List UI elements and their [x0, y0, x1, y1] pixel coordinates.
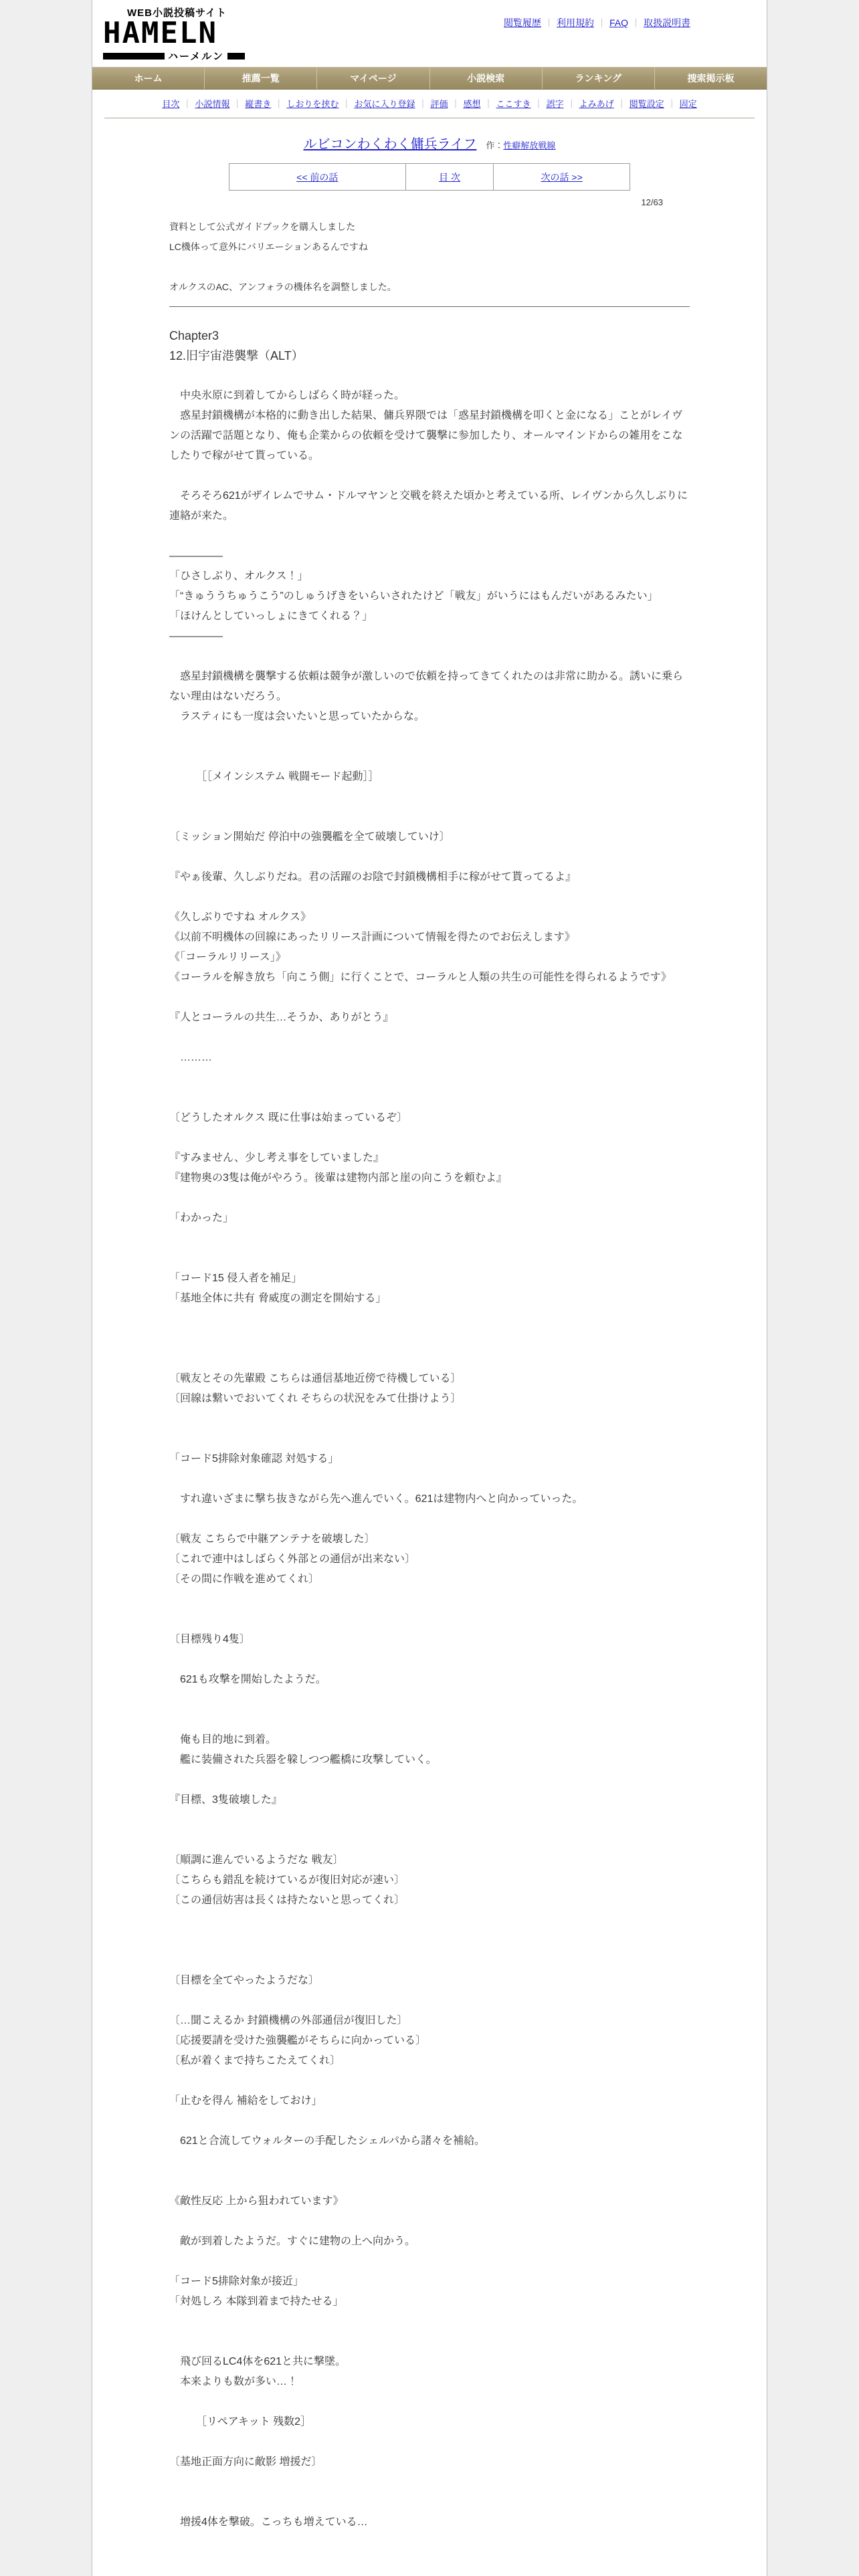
logo-brand-text: HAMELN [103, 16, 217, 50]
site-header [92, 0, 767, 118]
novel-text-line: 俺も目的地に到着。 [169, 1734, 277, 1745]
novel-body [92, 217, 767, 2533]
toc-link[interactable]: 目 次 [438, 171, 460, 183]
logo-kana-row [103, 49, 245, 63]
novel-text-line: ［［メインシステム 戦闘モード起動］］ [169, 771, 379, 782]
novel-text-line: 〔ミッション開始だ 停泊中の強襲艦を全て破壊していけ〕 [169, 831, 450, 843]
toolbar-link-3[interactable]: しおりを挟む [286, 99, 339, 109]
novel-text-line: 「コード5排除対象が接近」 [169, 2276, 304, 2287]
novel-text-line [169, 1610, 690, 1630]
novel-text-line: 『人とコーラルの共生…そうか、ありがとう』 [169, 1012, 394, 1023]
novel-text-line: 〔…聞こえるか 封鎖機構の外部通信が復旧した〕 [169, 2015, 408, 2026]
toolbar-link-4[interactable]: お気に入り登録 [354, 99, 415, 109]
author-link[interactable]: 性癖解放戦線 [503, 140, 556, 150]
novel-text-line: 《コーラルを解き放ち「向こう側」に行くことで、コーラルと人類の共生の可能性を得られるようです》 [169, 972, 672, 983]
novel-text-line: 〔順調に進んでいるようだな 戦友〕 [169, 1854, 344, 1866]
novel-text-line: 「基地全体に共有 脅威度の測定を開始する」 [169, 1293, 387, 1304]
novel-text-line [169, 1329, 690, 1349]
novel-text-line [169, 526, 690, 546]
link-separator: ｜ [567, 99, 576, 109]
foreword-line: オルクスのAC、アンフォラの機体名を調整しました。 [169, 282, 397, 292]
novel-text-line [169, 1249, 690, 1269]
toolbar-link-8[interactable]: 誤字 [546, 99, 564, 109]
nav-item-2[interactable]: マイページ [316, 68, 429, 89]
novel-text-line: 「ひさしぶり、オルクス！」 [169, 570, 308, 582]
novel-text-line [169, 988, 690, 1008]
novel-text-line: 惑星封鎖機構を襲撃する依頼は競争が激しいので依頼を持ってきてくれたのは非常に助かる。誘いに乗らない理由はないだろう。 [169, 671, 684, 702]
chapter-label: Chapter3 [169, 329, 219, 342]
episode-text [169, 366, 690, 2533]
novel-text-line: 「止むを得ん 補給をしておけ」 [169, 2095, 322, 2107]
link-separator: ｜ [274, 99, 284, 109]
novel-text-line [169, 2432, 690, 2452]
novel-text-line: 「コード15 侵入者を補足」 [169, 1273, 302, 1284]
novel-text-line: 621と合流してウォルターの手配したシェルパから諸々を補給。 [169, 2135, 485, 2147]
link-separator: ｜ [667, 99, 676, 109]
novel-text-line [169, 887, 690, 907]
novel-text-line: 艦に装備された兵器を躱しつつ艦橋に攻撃していく。 [169, 1754, 437, 1765]
foreword-line: 資料として公式ガイドブックを購入しました [169, 221, 356, 232]
novel-text-line: 〔戦友とその先輩殿 こちらは通信基地近傍で待機している〕 [169, 1373, 462, 1384]
novel-text-line: 〔目標を全てやったようだな〕 [169, 1975, 320, 1986]
novel-text-line: 621も攻撃を開始したようだ。 [169, 1674, 326, 1685]
foreword-line [169, 257, 690, 277]
novel-text-line: 惑星封鎖機構が本格的に動き出した結果、傭兵界隈では「惑星封鎖機構を叩くと金になる」ことがレイヴンの活躍で話題となり、俺も企業からの依頼を受けて襲撃に参加したり、オールマインドからの雑用をこなしたりで稼がせて貰っている。 [169, 410, 683, 461]
top-link-1[interactable]: 利用規約 [556, 17, 594, 28]
novel-text-line [169, 727, 690, 747]
novel-text-line [169, 2472, 690, 2492]
content-container [92, 0, 767, 2576]
novel-text-line [169, 2071, 690, 2091]
novel-text-line [169, 807, 690, 827]
novel-text-line: 《敵性反応 上から狙われています》 [169, 2195, 344, 2207]
novel-text-line [169, 1650, 690, 1670]
link-separator: ｜ [631, 18, 640, 28]
next-episode-link[interactable]: 次の話 >> [541, 171, 583, 183]
novel-text-line: 〔回線は繋いでおいてくれ そちらの状況をみて仕掛けよう〕 [169, 1393, 462, 1404]
episode-toolbar-links [104, 90, 755, 118]
novel-text-line [169, 1911, 690, 1931]
toolbar-link-9[interactable]: よみあげ [579, 99, 614, 109]
novel-text-line: 〔応援要請を受けた強襲艦がそちらに向かっている〕 [169, 2035, 427, 2046]
link-separator: ｜ [617, 99, 626, 109]
novel-text-line: 増援4体を撃破。こっちも増えている… [169, 2516, 368, 2528]
novel-text-line [169, 2111, 690, 2131]
novel-text-line [169, 747, 690, 767]
link-separator: ｜ [451, 99, 460, 109]
novel-text-line [169, 2392, 690, 2412]
novel-text-line: 飛び回るLC4体を621と共に撃墜。 [169, 2356, 347, 2367]
chapter-heading [169, 326, 690, 366]
novel-text-line: 本来よりも数が多い…！ [169, 2376, 298, 2387]
novel-text-line: 〔戦友 こちらで中継アンテナを破壊した〕 [169, 1533, 375, 1545]
novel-text-line: ［リペアキット 残数2］ [169, 2416, 312, 2428]
nav-item-5[interactable]: 捜索掲示板 [654, 68, 767, 89]
novel-text-line [169, 2332, 690, 2352]
nav-item-1[interactable]: 推薦一覧 [204, 68, 316, 89]
logo-bar-icon [227, 53, 245, 60]
top-link-2[interactable]: FAQ [609, 17, 628, 28]
novel-text-line: 「“きゅううちゅうこう”のしゅうげきをいらいされたけど「戦友」がいうにはもんだいがあるみたい」 [169, 591, 658, 602]
episode-title: 12.旧宇宙港襲撃（ALT） [169, 349, 304, 362]
novel-text-line: 「ほけんとしていっしょにきてくれる？」 [169, 611, 373, 622]
prev-episode-link[interactable]: << 前の話 [296, 171, 339, 183]
site-logo[interactable] [103, 5, 245, 63]
novel-text-line: 〔こちらも錯乱を続けているが復旧対応が速い〕 [169, 1874, 405, 1886]
novel-text-line [169, 2212, 690, 2232]
novel-text-line: 《以前不明機体の回線にあったリリース計画について情報を得たのでお伝えします》 [169, 932, 575, 943]
novel-text-line [169, 1409, 690, 1429]
novel-text-line: 『やぁ後輩、久しぶりだね。君の活躍のお陰で封鎖機構相手に稼がせて貰ってるよ』 [169, 871, 577, 883]
novel-text-line: 中央氷原に到着してからしばらく時が経った。 [169, 390, 405, 401]
novel-text-line: ラスティにも一度は会いたいと思っていたからな。 [169, 711, 425, 722]
toolbar-link-0[interactable]: 目次 [162, 99, 180, 109]
novel-text-line [169, 1228, 690, 1249]
nav-item-0[interactable]: ホーム [134, 73, 163, 84]
toolbar-link-7[interactable]: ここすき [496, 99, 531, 109]
novel-text-line: 「対処しろ 本隊到着まで持たせる」 [169, 2296, 344, 2307]
foreword-line: LC機体って意外にバリエーションあるんですね [169, 241, 369, 252]
novel-text-line: ――――― [169, 631, 223, 642]
novel-text-line [169, 647, 690, 667]
episode-pager [229, 163, 630, 191]
novel-text-line: 〔基地正面方向に敵影 増援だ〕 [169, 2456, 322, 2468]
novel-text-line [169, 1128, 690, 1148]
novel-text-line [169, 2252, 690, 2272]
novel-text-line [169, 2312, 690, 2332]
novel-text-line [169, 466, 690, 486]
novel-text-line [169, 1068, 690, 1088]
novel-text-line [169, 1429, 690, 1449]
novel-text-line: ――――― [169, 550, 223, 562]
novel-text-line: 《「コーラルリリース」》 [169, 952, 286, 963]
novel-text-line [169, 1830, 690, 1850]
novel-text-line [169, 1951, 690, 1971]
author-prefix-label: 作： [486, 140, 504, 150]
novel-text-line [169, 1469, 690, 1489]
top-utility-links [504, 16, 690, 29]
novel-text-line [169, 366, 690, 386]
novel-text-line: 『すみません、少し考え事をしていました』 [169, 1152, 384, 1164]
novel-text-line [169, 1028, 690, 1048]
novel-title-link[interactable]: ルビコンわくわく傭兵ライフ [303, 137, 477, 152]
link-separator: ｜ [418, 99, 427, 109]
novel-text-line [169, 1810, 690, 1830]
link-separator: ｜ [534, 99, 543, 109]
nav-item-3[interactable]: 小説検索 [430, 68, 542, 89]
novel-text-line [169, 1188, 690, 1208]
novel-text-line: 『目標、3隻破壊した』 [169, 1794, 282, 1806]
novel-text-line: そろそろ621がザイレムでサム・ドルマヤンと交戦を終えた頃かと考えている所、レイヴンから久しぶりに連絡が来た。 [169, 490, 688, 522]
novel-text-line: 敵が到着したようだ。すぐに建物の上へ向かう。 [169, 2236, 416, 2247]
nav-item-4[interactable]: ランキング [542, 68, 654, 89]
toolbar-link-2[interactable]: 縦書き [245, 99, 272, 109]
novel-text-line: 「コード5排除対象確認 対処する」 [169, 1453, 339, 1465]
novel-text-line: 〔私が着くまで持ちこたえてくれ〕 [169, 2055, 341, 2066]
novel-text-line [169, 1509, 690, 1529]
novel-text-line [169, 1349, 690, 1369]
novel-text-line [169, 787, 690, 807]
novel-text-line [169, 1309, 690, 1329]
novel-text-line [169, 1991, 690, 2011]
toolbar-link-5[interactable]: 評価 [430, 99, 448, 109]
toolbar-link-10[interactable]: 閲覧設定 [629, 99, 664, 109]
novel-text-line: 「わかった」 [169, 1212, 234, 1224]
novel-text-line: すれ違いざまに撃ち抜きながら先へ進んでいく。621は建物内へと向かっていった。 [169, 1493, 583, 1505]
link-separator: ｜ [484, 99, 493, 109]
link-separator: ｜ [544, 18, 553, 28]
novel-text-line: 〔これで連中はしばらく外部との通信が出来ない〕 [169, 1553, 416, 1565]
logo-bar-icon [103, 53, 165, 60]
novel-text-line [169, 1590, 690, 1610]
novel-text-line [169, 2492, 690, 2512]
link-separator: ｜ [342, 99, 351, 109]
toolbar-link-6[interactable]: 感想 [463, 99, 481, 109]
novel-text-line [169, 2151, 690, 2171]
link-separator: ｜ [183, 99, 192, 109]
novel-text-line [169, 2171, 690, 2191]
top-link-3[interactable]: 取扱説明書 [644, 17, 690, 28]
top-link-0[interactable]: 閲覧履歴 [503, 17, 541, 28]
logo-tagline: WEB小説投稿サイト [127, 7, 227, 19]
novel-title-row [92, 133, 767, 152]
novel-text-line [169, 1088, 690, 1108]
novel-text-line: 〔目標残り4隻〕 [169, 1634, 250, 1645]
novel-text-line: 『建物奥の3隻は俺がやろう。後輩は建物内部と崖の向こうを頼むよ』 [169, 1172, 507, 1184]
author-foreword [169, 217, 690, 297]
novel-text-line: 〔どうしたオルクス 既に仕事は始まっているぞ〕 [169, 1112, 407, 1123]
novel-text-line [169, 1710, 690, 1730]
novel-text-line [169, 1770, 690, 1790]
toolbar-link-1[interactable]: 小説情報 [195, 99, 230, 109]
novel-text-line: ……… [169, 1052, 213, 1063]
novel-text-line [169, 1690, 690, 1710]
logo-kana-text: ハーメルン [168, 51, 224, 62]
link-separator: ｜ [233, 99, 242, 109]
novel-text-line [169, 847, 690, 867]
link-separator: ｜ [597, 18, 606, 28]
page-indicator: 12/63 [641, 197, 663, 207]
novel-text-line [169, 1931, 690, 1951]
main-nav-bar [92, 67, 767, 90]
novel-text-line: 《久しぶりですね オルクス》 [169, 911, 311, 923]
foreword-divider [169, 306, 690, 307]
novel-text-line: 〔この通信妨害は長くは持たないと思ってくれ〕 [169, 1895, 405, 1906]
novel-text-line: 〔その間に作戦を進めてくれ〕 [169, 1574, 320, 1585]
toolbar-link-11[interactable]: 固定 [679, 99, 697, 109]
